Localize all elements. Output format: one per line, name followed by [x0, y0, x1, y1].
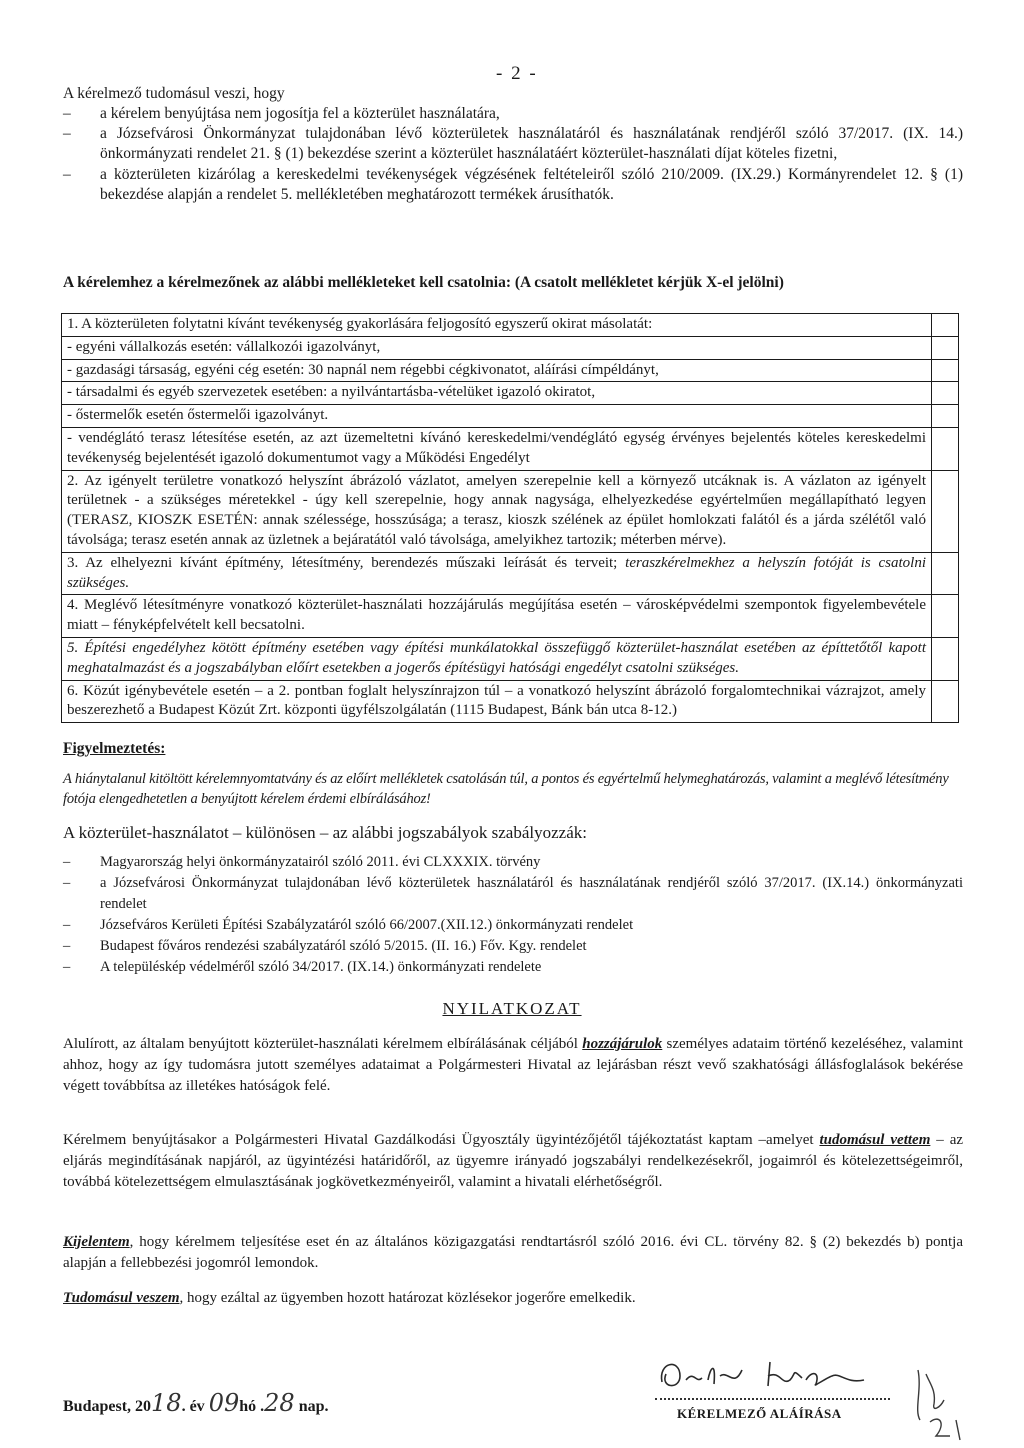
- attachment-text: 6. Közút igénybevétele esetén – a 2. pontban foglalt helyszínrajzon túl – a vonatkozó helyszínt ábrázoló forgalomtechnikai vázrajzot, amely beszerezhető a Budapest Közút Zrt. központi ügyfélszolgálatán (1115 Budapest, Bánk bán utca 8-12.): [62, 680, 932, 723]
- declaration-emphasis: tudomásul vettem: [819, 1132, 931, 1148]
- declaration-paragraph-info: [63, 1130, 963, 1193]
- declaration-paragraph-consent: [63, 1034, 963, 1097]
- attachment-row: [62, 427, 959, 470]
- law-item: – A településkép védelméről szóló 34/2017. (IX.14.) önkormányzati rendelete: [63, 957, 963, 978]
- intro-item: – a Józsefvárosi Önkormányzat tulajdonában lévő közterületek használatáról és használatának rendjéről szóló 37/2017. (IX. 14.) önkormányzati rendelet 21. § (1) bekezdése szerint a közterület használatáért közterület-használati díjat köteles fizetni,: [63, 124, 963, 164]
- attachment-checkbox[interactable]: [932, 637, 959, 680]
- declaration-title: NYILATKOZAT: [442, 999, 582, 1018]
- attachment-checkbox[interactable]: [932, 405, 959, 428]
- year-suffix: . év: [181, 1398, 209, 1415]
- intro-item: – a kérelem benyújtása nem jogosítja fel a közterület használatára,: [63, 104, 963, 124]
- attachment-text: - egyéni vállalkozás esetén: vállalkozói igazolványt,: [62, 336, 932, 359]
- attachment-text-italic: teraszkérelmekhez a helyszín fotóját is csatolni szükséges.: [67, 554, 926, 591]
- attachment-checkbox[interactable]: [932, 595, 959, 638]
- attachment-text: 1. A közterületen folytatni kívánt tevékenység gyakorlására feljogosító egyszerű okirat másolatát:: [62, 314, 932, 337]
- intro-item: – a közterületen kizárólag a kereskedelmi tevékenységek végzésének feltételeiről szóló 210/2009. (IX.29.) Kormányrendelet 12. § (1) bekezdése alapján a rendelet 5. mellékletében meghatározott termékek árusíthatók.: [63, 165, 963, 205]
- attachment-checkbox[interactable]: [932, 359, 959, 382]
- handwritten-initials: [900, 1360, 980, 1445]
- law-item: – Budapest főváros rendezési szabályzatáról szóló 5/2015. (II. 16.) Főv. Kgy. rendelet: [63, 936, 963, 957]
- day-suffix: nap.: [294, 1398, 329, 1415]
- attachments-table: [61, 313, 959, 723]
- declaration-paragraph-finality: [63, 1288, 963, 1309]
- attachment-text: - társadalmi és egyéb szervezetek esetében: a nyilvántartásba-vételüket igazoló okiratot,: [62, 382, 932, 405]
- attachment-checkbox[interactable]: [932, 382, 959, 405]
- law-item: – a Józsefvárosi Önkormányzat tulajdonában lévő közterületek használatáról és használatának rendjéről szóló 37/2017. (IX.14.) önkormányzati rendelet: [63, 873, 963, 915]
- month-suffix: hó .: [239, 1398, 265, 1415]
- page-number: - 2 -: [496, 63, 538, 84]
- handwritten-signature: [650, 1340, 890, 1400]
- declaration-emphasis: Tudomásul veszem: [63, 1290, 180, 1306]
- attachment-text: 2. Az igényelt területre vonatkozó helyszínt ábrázoló vázlatot, amelyen szerepelnie kell a környező utcáknak is. A vázlaton az igényelt területnek - a szükséges méretekkel - úgy kell szerepelnie, hogy annak nagysága, elhelyezkedése egyértelműen megállapítható legyen (TERASZ, KIOSZK ESETÉN: annak szélessége, hosszúsága; a terasz, kioszk szélének az épület homlokzati falától és a járda szélétől való távolsága; terasz esetén annak az üzletnek a bejáratától való távolsága, amelyikhez tartozik; méterben mérve).: [62, 470, 932, 552]
- handwritten-year: 18: [151, 1389, 182, 1417]
- declaration-text: személyes adataim történő kezeléséhez, valamint ahhoz, hogy az így tudomásra jutott személyes adataimat a Polgármesteri Hivatal az lejárásban részt vevő szakhatósági állásfoglalások bekérése végett továbbítsa az illetékes hatóságok felé.: [63, 1036, 963, 1094]
- declaration-emphasis: hozzájárulok: [582, 1036, 663, 1052]
- declaration-text: , hogy kérelmem teljesítése eset én az általános közigazgatási rendtartásról szóló 2016. évi CL. törvény 82. § (2) bekezdés b) pontja alapján a fellebbezési jogomról lemondok.: [63, 1234, 963, 1271]
- laws-title: A közterület-használatot – különösen – az alábbi jogszabályok szabályozzák:: [63, 823, 587, 842]
- attachment-row: [62, 382, 959, 405]
- place-date-line: [63, 1388, 328, 1419]
- attachment-row: [62, 470, 959, 552]
- declaration-emphasis: Kijelentem: [63, 1234, 130, 1250]
- attachment-text: - gazdasági társaság, egyéni cég esetén: 30 napnál nem régebbi cégkivonatot, aláírási címpéldányt,: [62, 359, 932, 382]
- handwritten-day: 28: [264, 1389, 295, 1417]
- attachment-row: [62, 552, 959, 595]
- warning-title: Figyelmeztetés:: [63, 740, 166, 757]
- attachment-row: [62, 405, 959, 428]
- attachment-checkbox[interactable]: [932, 336, 959, 359]
- attachment-checkbox[interactable]: [932, 314, 959, 337]
- attachment-row: [62, 336, 959, 359]
- law-item: – Magyarország helyi önkormányzatairól szóló 2011. évi CLXXXIX. törvény: [63, 852, 963, 873]
- place-prefix: Budapest, 20: [63, 1398, 152, 1415]
- attachment-row: [62, 314, 959, 337]
- attachment-row: [62, 680, 959, 723]
- attachment-checkbox[interactable]: [932, 427, 959, 470]
- attachments-heading: A kérelemhez a kérelmezőnek az alábbi mellékleteket kell csatolnia: (A csatolt mellékletet kérjük X-el jelölni): [63, 274, 784, 291]
- warning-text: A hiánytalanul kitöltött kérelemnyomtatvány és az előírt mellékletek csatolásán túl, a pontos és egyértelmű helymeghatározás, valamint a meglévő létesítmény fotója elengedhetetlen a benyújtott kérelem érdemi elbírálásához!: [63, 771, 949, 807]
- signature-line: [655, 1398, 890, 1400]
- signature-label: KÉRELMEZŐ ALÁÍRÁSA: [677, 1406, 842, 1421]
- intro-lead: A kérelmező tudomásul veszi, hogy: [63, 85, 285, 102]
- attachment-checkbox[interactable]: [932, 552, 959, 595]
- declaration-text: – az eljárás megindításának napjáról, az ügyintézési határidőről, az ügyemre irányadó jogszabályi rendelkezésekről, jogaimról és kötelezettségeimről, továbbá kötelezettségem elmulasztásának jogkövetkezményeiről, valamint a hivatali elérhetőségről.: [63, 1132, 964, 1190]
- attachment-text: 4. Meglévő létesítményre vonatkozó közterület-használati hozzájárulás megújítása esetén – városképvédelmi szempontok figyelembevétele miatt – fényképfelvételt kell becsatolni.: [62, 595, 932, 638]
- handwritten-month: 09: [208, 1389, 240, 1417]
- law-item: – Józsefváros Kerületi Építési Szabályzatáról szóló 66/2007.(XII.12.) önkormányzati rendelet: [63, 915, 963, 936]
- attachment-text: - őstermelők esetén őstermelői igazolványt.: [62, 405, 932, 428]
- attachment-row: [62, 595, 959, 638]
- declaration-text: Alulírott, az általam benyújtott közterület-használati kérelmem elbírálásának céljából: [63, 1036, 583, 1052]
- attachment-text: [62, 552, 932, 595]
- laws-list: [63, 852, 963, 978]
- declaration-text: , hogy ezáltal az ügyemben hozott határozat közlésekor jogerőre emelkedik.: [179, 1290, 636, 1306]
- attachment-checkbox[interactable]: [932, 470, 959, 552]
- intro-list: [63, 104, 963, 205]
- attachment-text: - vendéglátó terasz létesítése esetén, az azt üzemeltetni kívánó kereskedelmi/vendéglátó egység érvényes bejelentés köteles kereskedelmi tevékenység bejelentését igazoló dokumentumot vagy a Működési Engedélyt: [62, 427, 932, 470]
- declaration-text: Kérelmem benyújtásakor a Polgármesteri Hivatal Gazdálkodási Ügyosztály ügyintézőjétől tájékoztatást kaptam –amelyet: [63, 1132, 820, 1148]
- intro-section: [63, 84, 963, 205]
- attachment-row: [62, 637, 959, 680]
- attachment-checkbox[interactable]: [932, 680, 959, 723]
- attachment-row: [62, 359, 959, 382]
- declaration-paragraph-waiver: [63, 1232, 963, 1274]
- attachment-text-main: 3. Az elhelyezni kívánt építmény, létesítmény, berendezés műszaki leírását és terveit;: [67, 554, 618, 571]
- attachment-text: 5. Építési engedélyhez kötött építmény esetében vagy építési munkálatokkal összefüggő közterület-használat esetében az építtetőtől kapott meghatalmazást és a jogszabályban előírt esetekben a jogerős építésügyi hatósági engedélyt csatolni szükséges.: [62, 637, 932, 680]
